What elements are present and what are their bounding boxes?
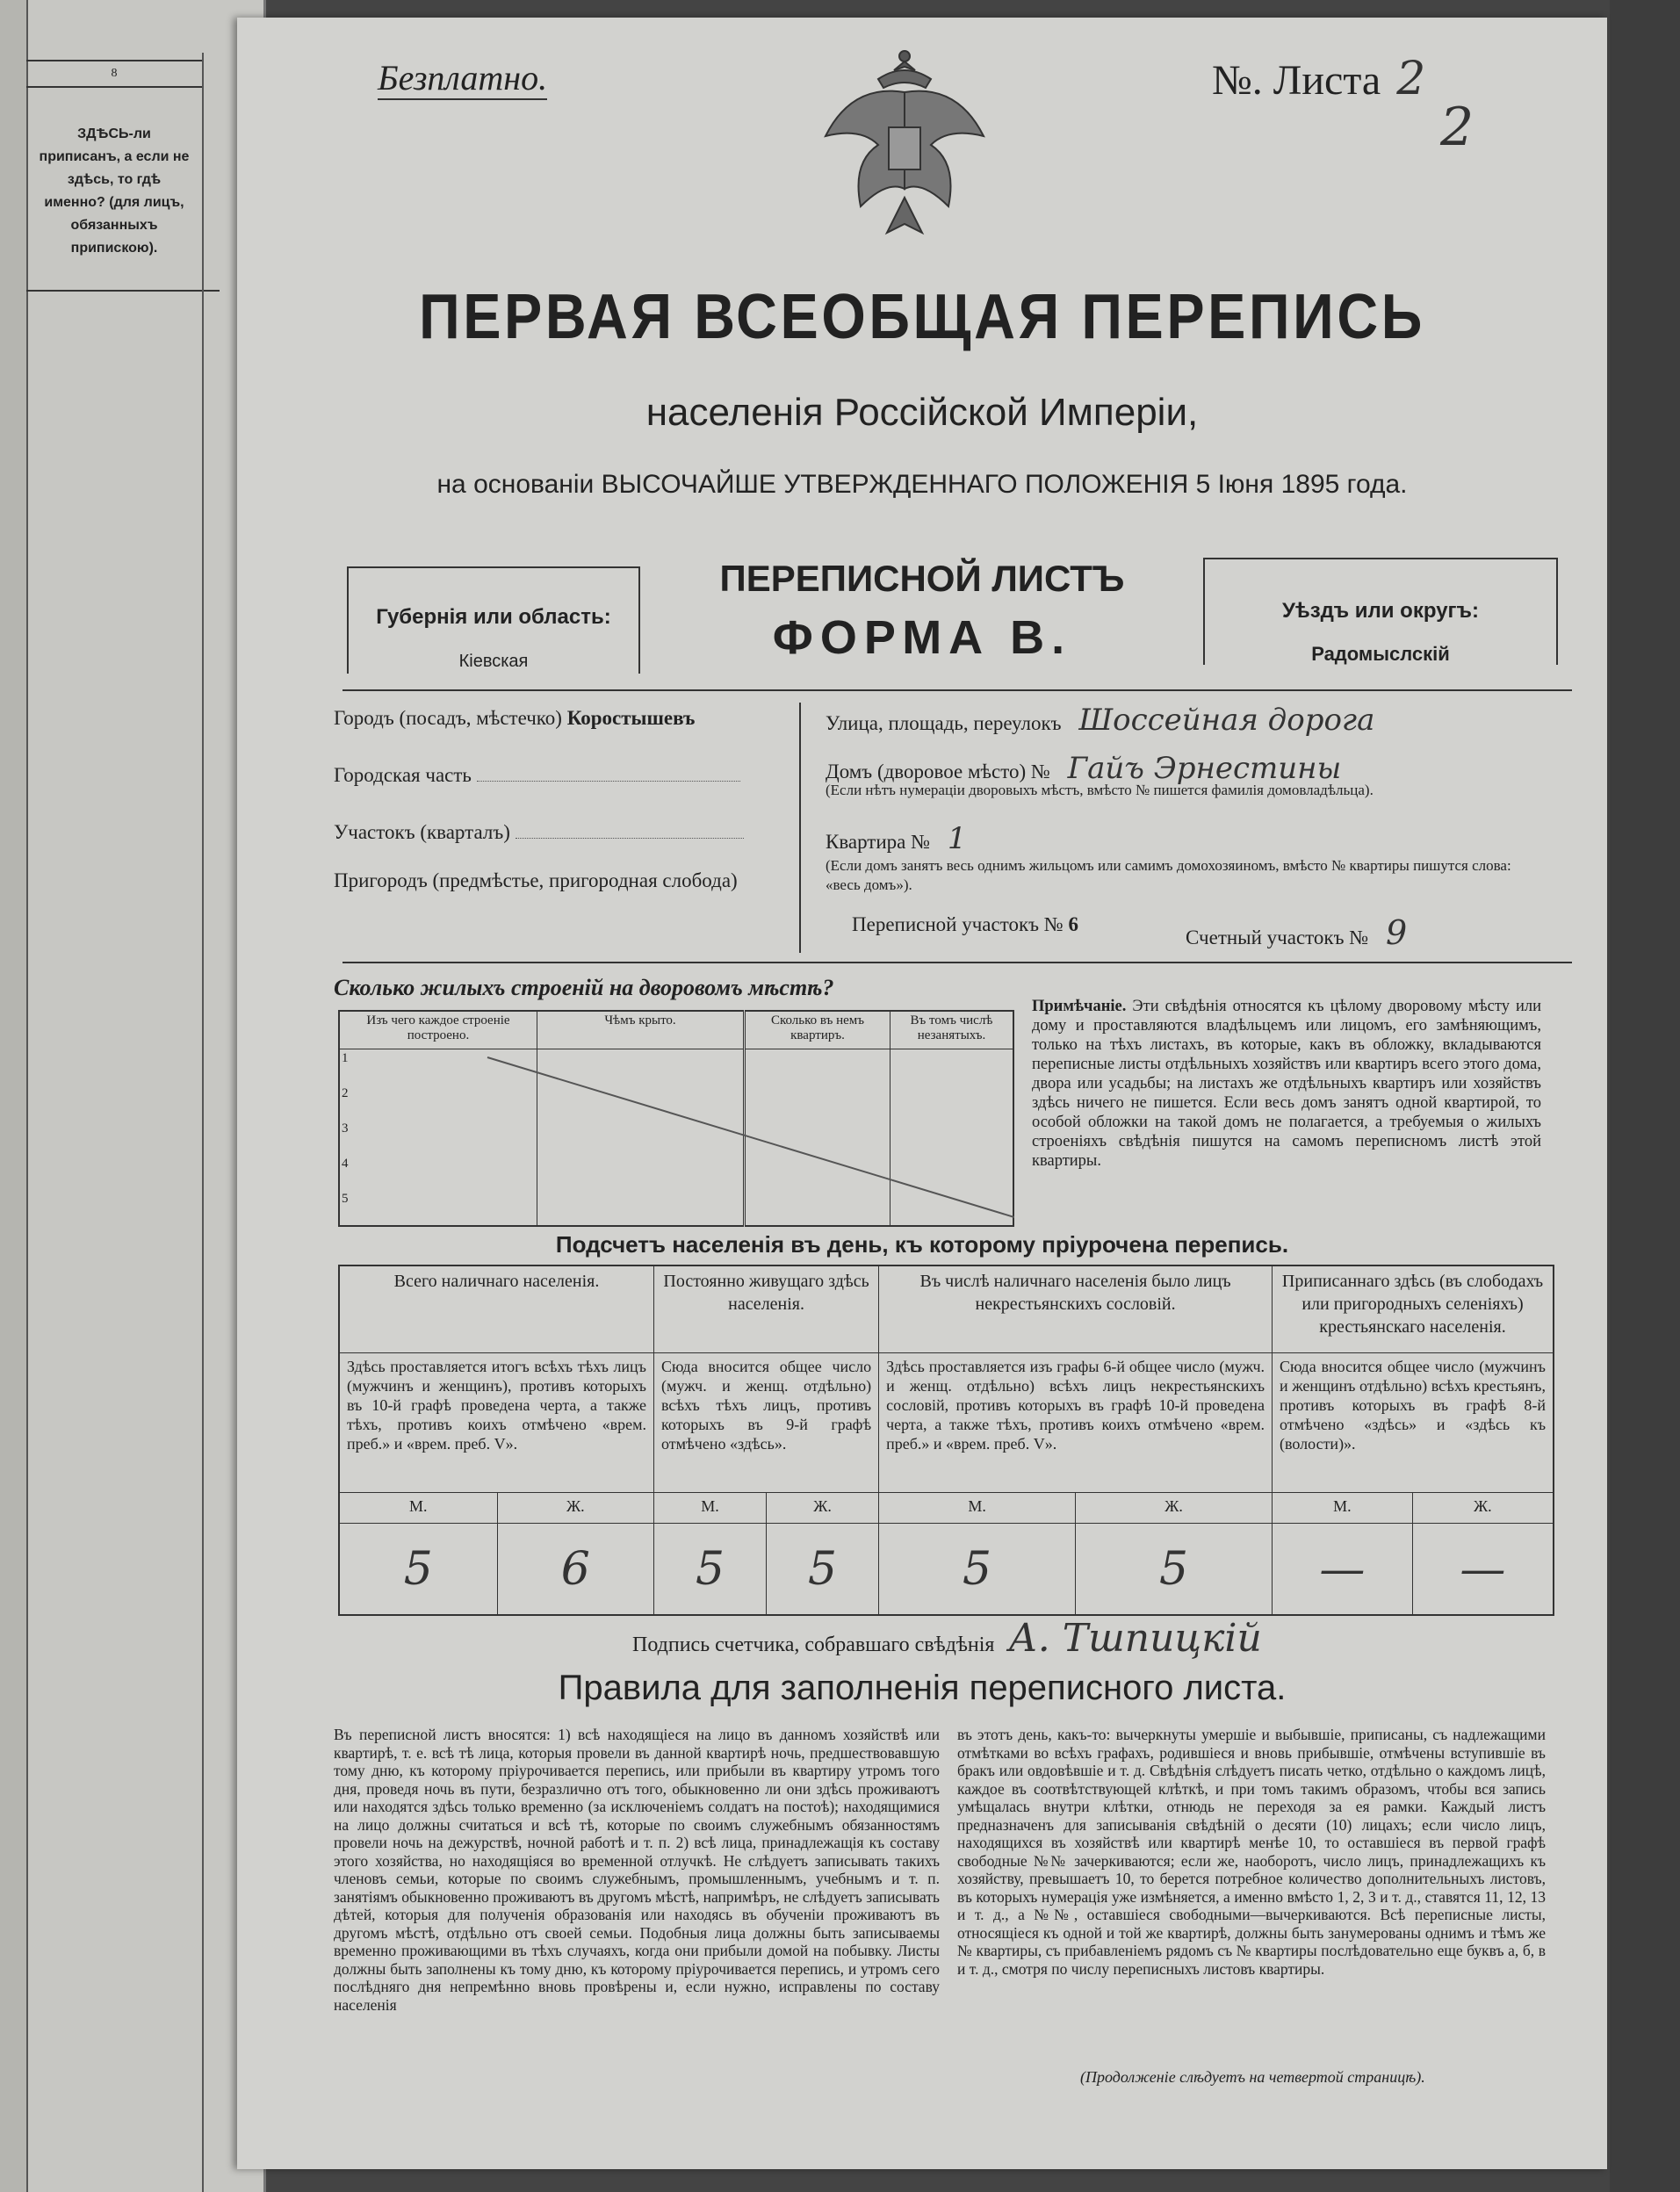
apartment-value: 1 bbox=[947, 821, 967, 856]
sheet-number-value: 2 bbox=[1396, 53, 1426, 105]
male-header: М. bbox=[654, 1493, 767, 1524]
suburb-field bbox=[334, 869, 782, 892]
suburb-label: Пригородъ (предмѣстье, пригородная слобода) bbox=[334, 869, 738, 891]
apartment-field bbox=[826, 821, 966, 856]
enumerator-signature bbox=[632, 1616, 1262, 1661]
rules-title: Правила для заполненія переписного листа. bbox=[558, 1669, 1287, 1707]
count-value: — bbox=[1273, 1524, 1413, 1616]
form-title: ПЕРЕПИСНОЙ ЛИСТЪ bbox=[719, 558, 1125, 599]
left-divider bbox=[26, 290, 220, 292]
left-column-number: 8 bbox=[26, 60, 202, 88]
quarter-field bbox=[334, 821, 782, 844]
quarter-label: Участокъ (кварталъ) bbox=[334, 821, 510, 843]
house-note: (Если нѣтъ нумераціи дворовыхъ мѣстъ, вмѣсто № пишется фамилія домовладѣльца). bbox=[826, 782, 1374, 798]
male-header: М. bbox=[879, 1493, 1076, 1524]
count-desc-total: Здѣсь проставляется итогъ всѣхъ тѣхъ лицъ (мужчинъ и женщинъ), противъ которыхъ въ 10-й графѣ проведена черта, а также тѣхъ, противъ коихъ отмѣчено «врем. преб.» и «врем. преб. V». bbox=[339, 1353, 654, 1493]
count-header-permanent: Постоянно живущаго здѣсь населенія. bbox=[654, 1265, 879, 1353]
province-value: Кіевская bbox=[458, 652, 529, 671]
row-number: 4 bbox=[342, 1157, 349, 1171]
row-number: 5 bbox=[342, 1192, 349, 1206]
city-part-field bbox=[334, 764, 782, 787]
count-value: — bbox=[1412, 1524, 1554, 1616]
legal-basis: на основаніи ВЫСОЧАЙШЕ УТВЕРЖДЕННАГО ПОЛОЖЕНІЯ 5 Іюня 1895 года. bbox=[436, 470, 1408, 499]
counting-district-value: 9 bbox=[1385, 913, 1408, 952]
city-field bbox=[334, 707, 695, 730]
top-rule bbox=[342, 689, 1572, 691]
count-header-peasant: Приписаннаго здѣсь (въ слободахъ или пригородныхъ селеніяхъ) крестьянскаго населенія. bbox=[1273, 1265, 1554, 1353]
count-header-non-peasant: Въ числѣ наличнаго населенія было лицъ некрестьянскихъ сословій. bbox=[879, 1265, 1273, 1353]
house-field bbox=[826, 751, 1341, 786]
census-district-field bbox=[852, 913, 1078, 936]
structures-col-apartments: Сколько въ немъ квартиръ. bbox=[745, 1011, 890, 1049]
row-number: 3 bbox=[342, 1121, 349, 1136]
count-value: 5 bbox=[767, 1524, 879, 1616]
population-count-title: Подсчетъ населенія въ день, къ которому пріурочена перепись. bbox=[555, 1231, 1289, 1258]
district-value: Радомыслскій bbox=[1311, 643, 1450, 665]
quarter-line bbox=[516, 838, 744, 839]
mid-rule bbox=[342, 962, 1572, 963]
note-heading: Примѣчаніе. bbox=[1032, 998, 1127, 1015]
house-label: Домъ (дворовое мѣсто) № bbox=[826, 761, 1050, 782]
apartment-note: (Если домъ занятъ весь однимъ жильцомъ или самимъ домохозяиномъ, вмѣсто № квартиры пишутся слова: «весь домъ»). bbox=[826, 857, 1511, 893]
sheet-number-margin-note: 2 bbox=[1440, 97, 1475, 158]
structures-col-material: Изъ чего каждое строеніе построено. bbox=[339, 1011, 537, 1049]
structures-col-roof: Чѣмъ крыто. bbox=[537, 1011, 745, 1049]
census-title: ПЕРВАЯ ВСЕОБЩАЯ ПЕРЕПИСЬ bbox=[419, 282, 1425, 352]
count-value: 5 bbox=[879, 1524, 1076, 1616]
female-header: Ж. bbox=[1076, 1493, 1273, 1524]
form-type: ФОРМА В. bbox=[772, 611, 1072, 664]
apartment-label: Квартира № bbox=[826, 831, 931, 853]
street-field bbox=[826, 703, 1374, 738]
sheet-number bbox=[1212, 53, 1425, 105]
census-form-page bbox=[237, 18, 1607, 2169]
counting-district-label: Счетный участокъ № bbox=[1186, 927, 1369, 948]
district-label: Уѣздъ или округъ: bbox=[1281, 599, 1480, 623]
left-page bbox=[0, 0, 266, 2192]
address-divider bbox=[799, 703, 801, 953]
province-label: Губернія или область: bbox=[376, 605, 611, 629]
count-desc-peasant: Сюда вносится общее число (мужчинъ и женщинъ отдѣльно) всѣхъ крестьянъ, противъ которыхъ въ графѣ 8-й отмѣчено «здѣсь» и «здѣсь къ (волости)». bbox=[1273, 1353, 1554, 1493]
count-value: 5 bbox=[654, 1524, 767, 1616]
census-district-value: 6 bbox=[1068, 913, 1078, 935]
counting-district-field bbox=[1186, 913, 1407, 952]
province-box bbox=[347, 566, 640, 674]
free-label: Безплатно. bbox=[378, 57, 547, 100]
count-header-total: Всего наличнаго населенія. bbox=[339, 1265, 654, 1353]
structures-col-vacant: Въ томъ числѣ незанятыхъ. bbox=[890, 1011, 1014, 1049]
city-part-label: Городская часть bbox=[334, 764, 472, 786]
population-count-table bbox=[338, 1265, 1554, 1616]
rules-text-right: въ этотъ день, какъ-то: вычеркнуты умершіе и выбывшіе, приписаны, съ надлежащими отмѣтками во всѣхъ графахъ, родившіеся и вновь прибывшіе, отмѣчены вступившіе въ бракъ или овдовѣвшіе и т. д. Свѣдѣнія слѣдуетъ писать четко, отдѣльно о каждомъ лицѣ, каждое въ соотвѣтствующей клѣткѣ, и при томъ такимъ образомъ, чтобы вся запись умѣщалась внутри клѣтки, отнюдь не переходя за ея рамки. Каждый листъ предназначенъ для записыванія свѣдѣній о десяти (10) лицахъ; если число лицъ, находящихся въ хозяйствѣ или квартирѣ менѣе 10, то оставшіеся въ первой графѣ свободные №№ зачеркиваются; если же, наоборотъ, число лицъ, принадлежащихъ къ хозяйству, превышаетъ 10, то берется потребное количество дополнительныхъ листовъ, въ которыхъ нумерація уже измѣняется, а именно вмѣсто 1, 2, 3 и т. д., ставятся 11, 12, 13 и т. д., а №№, оставшіеся свободными—вычеркиваются. Всѣ переписные листы, относящіеся къ одной и той же квартирѣ, должны быть занумерованы однимъ и тѣмъ же № квартиры, съ прибавленіемъ рядомъ съ № квартиры послѣдовательно еще буквъ а, б, в и т. д., смотря по числу переписныхъ листовъ квартиры. bbox=[957, 1726, 1546, 1978]
female-header: Ж. bbox=[767, 1493, 879, 1524]
count-desc-non-peasant: Здѣсь проставляется изъ графы 6-й общее число (мужч. и женщ. отдѣльно) всѣхъ лицъ некрестьянскихъ сословій, противъ которыхъ въ графѣ 10-й проведена черта, а также тѣхъ, противъ коихъ отмѣчено «врем. преб.» и «врем. преб. V». bbox=[879, 1353, 1273, 1493]
count-value: 5 bbox=[339, 1524, 497, 1616]
count-value: 5 bbox=[1076, 1524, 1273, 1616]
male-header: М. bbox=[339, 1493, 497, 1524]
note-text: Эти свѣдѣнія относятся къ цѣлому дворовому мѣсту или дому и проставляются владѣльцемъ или лицомъ, его замѣняющимъ, только на тѣхъ листахъ, въ которые, какъ въ обложку, вкладываются переписные листы отдѣльныхъ хозяйствъ или квартиръ всего этого дома, двора или усадьбы; на листахъ же отдѣльныхъ квартиръ или хозяйствъ здѣсь ничего не пишется. Если весь домъ занятъ одной квартирой, то особой обложки на такой домъ не полагается, а требуемыя о жилыхъ строеніяхъ свѣдѣнія пишутся на самомъ переписномъ листѣ этой квартиры. bbox=[1032, 998, 1542, 1170]
left-vertical-rule bbox=[202, 53, 204, 2192]
female-header: Ж. bbox=[1412, 1493, 1554, 1524]
census-subtitle: населенія Россійской Имперіи, bbox=[645, 391, 1199, 434]
male-header: М. bbox=[1273, 1493, 1413, 1524]
signature-value: А. Тшпицкій bbox=[1008, 1616, 1262, 1661]
count-desc-permanent: Сюда вносится общее число (мужч. и женщ. отдѣльно) всѣхъ тѣхъ лицъ, противъ которыхъ въ 9-й графѣ отмѣчено «здѣсь». bbox=[654, 1353, 879, 1493]
district-box bbox=[1203, 558, 1558, 665]
rules-text-left: Въ переписной листъ вносятся: 1) всѣ находящіеся на лицо въ данномъ хозяйствѣ или квартирѣ, т. е. всѣ тѣ лица, которыя провели въ данной квартирѣ ночь, предшествовавшую тому дню, къ которому пріурочивается перепись, или прибыли въ квартиру утромъ того дня, проведя ночь въ пути, безразлично отъ того, обыкновенно ли они здѣсь проживаютъ или находятся здѣсь только временно (за исключеніемъ солдатъ на постоѣ); находящимися на лицо должны считаться и всѣ тѣ, которые по своимъ служебнымъ обязанностямъ провели ночь на дежурствѣ, ночной работѣ и т. п. 2) всѣ лица, принадлежащія къ составу этого хозяйства, но находящіяся во временной отлучкѣ. Не слѣдуетъ записывать такихъ членовъ семьи, которые по своимъ служебнымъ, промышленнымъ, учебнымъ и т. п. занятіямъ обыкновенно проживаютъ въ другомъ мѣстѣ, напримѣръ, не слѣдуетъ записывать дѣтей, которыя для полученія образованія или находясь въ обученіи проживаютъ въ другомъ мѣстѣ, отдѣльно отъ своей семьи. Подобныя лица должны быть записываемы временно проживающими въ тѣхъ случаяхъ, когда они прибыли домой на побывку. Листы должны быть заполнены къ тому дню, къ которому пріурочивается перепись, и утромъ сего послѣдняго дня непремѣнно вновь провѣрены и, если нужно, исправлены по составу населенія bbox=[334, 1726, 940, 2014]
row-number: 1 bbox=[342, 1051, 349, 1065]
imperial-eagle-emblem bbox=[817, 44, 992, 255]
continued-note: (Продолженіе слѣдуетъ на четвертой страницѣ). bbox=[1080, 2068, 1425, 2086]
left-column-question: ЗДѢСЬ-ли приписанъ, а если не здѣсь, то гдѣ именно? (для лицъ, обязанныхъ припискою). bbox=[39, 126, 190, 256]
sheet-number-label: №. Листа bbox=[1212, 57, 1381, 104]
house-value: Гайъ Эрнестины bbox=[1067, 751, 1342, 786]
signature-label: Подпись счетчика, собравшаго свѣдѣнія bbox=[632, 1633, 995, 1656]
census-district-label: Переписной участокъ № bbox=[852, 913, 1064, 935]
street-label: Улица, площадь, переулокъ bbox=[826, 712, 1062, 734]
scan-edge bbox=[1610, 0, 1680, 2192]
street-value: Шоссейная дорога bbox=[1078, 703, 1375, 738]
count-value: 6 bbox=[497, 1524, 653, 1616]
female-header: Ж. bbox=[497, 1493, 653, 1524]
structures-question: Сколько жилыхъ строеній на дворовомъ мѣстѣ? bbox=[334, 975, 834, 1000]
structures-note bbox=[1032, 997, 1541, 1171]
left-strip bbox=[0, 0, 28, 2192]
city-part-line bbox=[477, 781, 740, 782]
city-value: Коростышевъ bbox=[566, 707, 696, 729]
strike-through-line bbox=[338, 1047, 1014, 1219]
row-number: 2 bbox=[342, 1086, 349, 1100]
city-label: Городъ (посадъ, мѣстечко) bbox=[334, 707, 562, 729]
